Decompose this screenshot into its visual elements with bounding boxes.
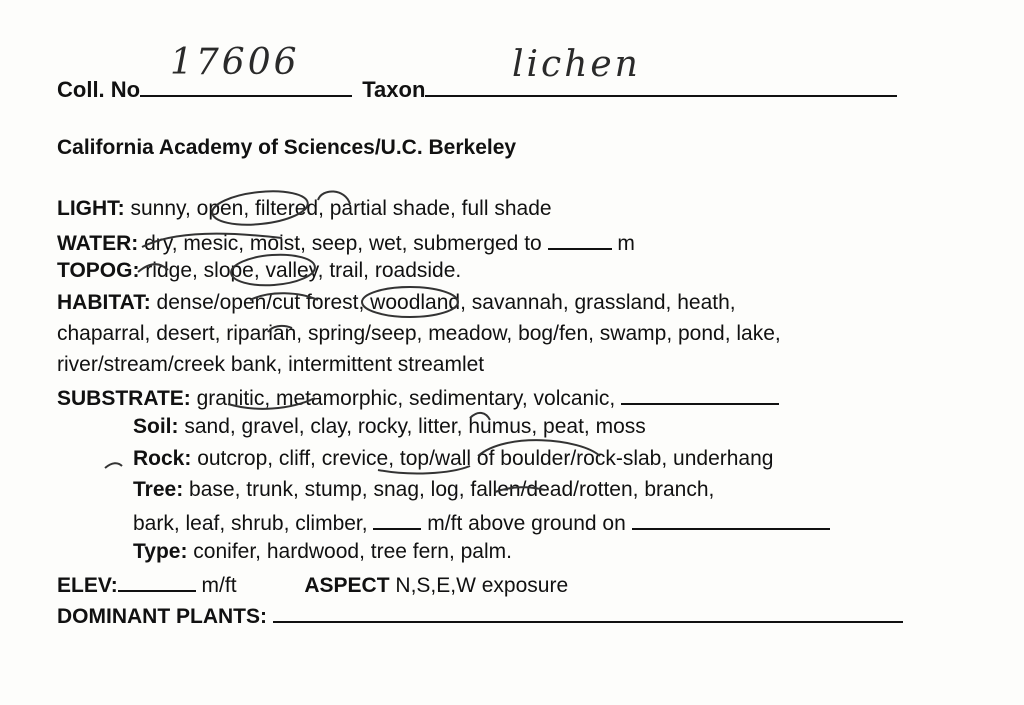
tree-options-2: bark, leaf, shrub, climber, [133,512,368,535]
habitat-options-1: dense/open/cut forest, woodland, savannah, grassland, heath, [156,291,736,314]
tree-label: Tree: [133,478,184,501]
circle-slope [230,252,316,288]
substrate-options: granitic, metamorphic, sedimentary, volcanic, [196,387,616,410]
circle-open [211,187,310,229]
strike-open [250,293,318,300]
dominant-plants-label: DOMINANT PLANTS: [57,605,267,628]
tree-height-unit: m/ft above ground on [427,512,626,535]
light-options: sunny, open, filtered, partial shade, full shade [130,197,552,220]
strike-snag-log [495,487,545,492]
taxon-label: Taxon [362,77,426,102]
strike-dry-mesic [142,234,282,247]
habitat-label: HABITAT: [57,291,151,314]
underline-granitic [228,398,315,409]
circle-cut-forest [362,287,458,317]
topog-options: ridge, slope, valley, trail, roadside. [145,259,462,282]
elev-unit: m/ft [201,574,237,597]
water-options: dry, mesic, moist, seep, wet, submerged to [144,232,542,255]
type-options: conifer, hardwood, tree fern, palm. [193,540,512,563]
institution-title: California Academy of Sciences/U.C. Berkeley [57,136,517,159]
light-label: LIGHT: [57,197,125,220]
water-label: WATER: [57,232,139,255]
soil-options: sand, gravel, clay, rocky, litter, humus, peat, moss [184,415,646,438]
tree-options-1: base, trunk, stump, snag, log, fallen/dead/rotten, branch, [189,478,715,501]
substrate-label: SUBSTRATE: [57,387,191,410]
underline-crevice [378,466,470,473]
rock-label: Rock: [133,447,192,470]
coll-no-handwritten: 17606 [170,42,300,83]
taxon-handwritten: lichen [512,44,641,85]
habitat-row-2: chaparral, desert, riparian, spring/seep, meadow, bog/fen, swamp, pond, lake, [57,322,781,345]
strike-topog [138,264,168,272]
elev-label: ELEV: [57,574,118,597]
mark-filtered [318,191,350,204]
arc-top-wall [478,440,600,456]
type-label: Type: [133,540,188,563]
rock-options: outcrop, cliff, crevice, top/wall of boulder/rock-slab, underhang [197,447,774,470]
mark-rock-left [105,463,122,468]
mark-soil-rocky [470,413,490,420]
coll-no-label: Coll. No [57,77,141,102]
topog-label: TOPOG: [57,259,140,282]
habitat-row-3: river/stream/creek bank, intermittent streamlet [57,353,485,376]
aspect-label: ASPECT [304,574,390,597]
mark-riparian [268,326,292,332]
water-unit: m [617,232,635,255]
aspect-options: N,S,E,W exposure [395,574,569,597]
soil-label: Soil: [133,415,179,438]
